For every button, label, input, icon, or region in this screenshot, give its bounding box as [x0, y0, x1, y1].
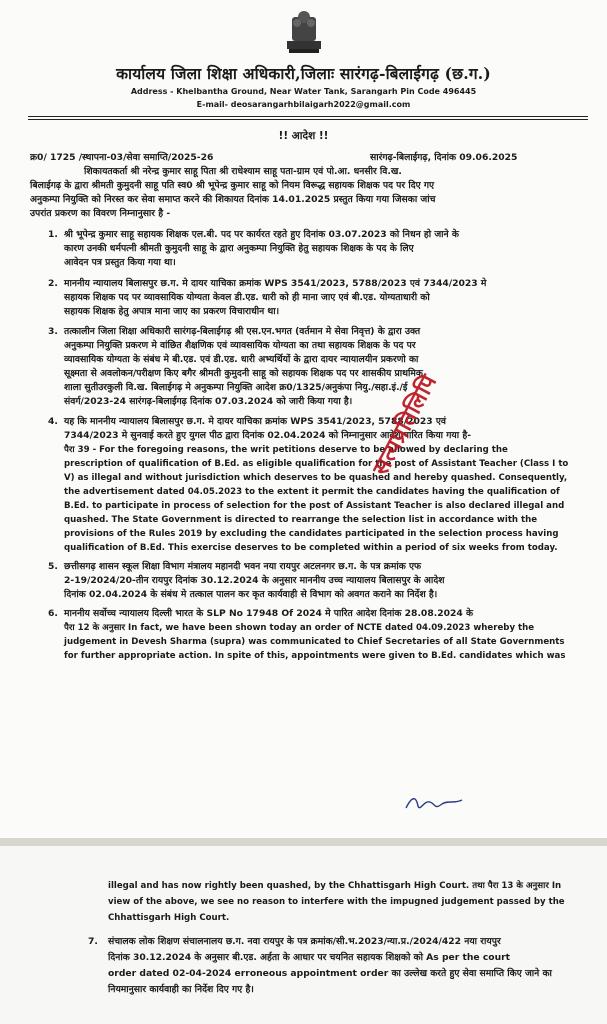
- point-line: 2-19/2024/20-तीन रायपुर दिनांक 30.12.2024 के अनुसार माननीय उच्च न्यायालय बिलासपुर के आदेश: [64, 575, 445, 586]
- point-line: दिनांक 02.04.2024 के संबंध मे तत्काल पालन कर कृत कार्यवाही से विभाग को अवगत कराने का निर्देश है।: [64, 589, 438, 600]
- point-line: कारण उनकी धर्मपत्नी श्रीमती कुमुदनी साहू के द्वारा अनुकम्पा नियुक्ति हेतु सहायक शिक्षक के पद के लिए: [64, 243, 414, 254]
- point-number: 4.: [48, 416, 58, 427]
- point-number: 2.: [48, 278, 58, 289]
- point-line: सूक्ष्मता से अवलोकन/परीक्षण किए बगैर श्रीमती कुमुदनी साहू को सहायक शिक्षक पद पर शासकीय प्राथमिक: [64, 368, 423, 379]
- point-line: नियमानुसार कार्यवाही का निर्देश दिए गए है।: [108, 984, 254, 995]
- order-title: !! आदेश !!: [278, 130, 329, 142]
- point-line: V) as illegal and without jurisdiction which deserves to be quashed and hereby quashed. Consequently,: [64, 473, 568, 483]
- point-line: qualification of B.Ed. This exercise deserves to be completed within a period of six weeks from today.: [64, 543, 558, 553]
- point-line: B.Ed. to participate in process of selection for the post of Assistant Teacher is also declared illegal and: [64, 501, 565, 511]
- reference-number: क्र0/ 1725 /स्थापना-03/सेवा समाप्ति/2025-26: [30, 152, 214, 163]
- point-line: the advertisement dated 04.05.2023 to the extent it permit the candidates having the qualification of: [64, 487, 560, 497]
- point-line: अनुकम्पा नियुक्ति प्रकरण मे वांछित शैक्षणिक एवं व्यावसायिक योग्यता का तथा सहायक शिक्षक के पद पर: [64, 340, 416, 351]
- point-line: माननीय सर्वोच्च न्यायालय दिल्ली भारत के SLP No 17948 Of 2024 मे पारित आदेश दिनांक 28.08.2024 के: [64, 608, 474, 619]
- point-line: provisions of the Rules 2019 by excluding the candidates participated in the selection process having: [64, 529, 559, 539]
- office-title: कार्यालय जिला शिक्षा अधिकारी,जिलाः सारंगढ़-बिलाईगढ़ (छ.ग.): [116, 64, 491, 83]
- header-divider-2: [28, 119, 588, 120]
- office-email: E-mail- deosarangarhbilaigarh2022@gmail.com: [196, 100, 411, 109]
- point-number: 7.: [88, 936, 98, 947]
- point-line: 7344/2023 मे सुनवाई करते हुए युगल पीठ द्वारा दिनांक 02.04.2024 को निम्नानुसार आदेश पारित किया गया है-: [64, 430, 472, 441]
- point-line: व्यावसायिक योग्यता के संबंध मे बी.एड. एवं डी.एड. धारी अभ्यर्थियों के द्वारा दायर न्यायालयीन प्रकरणो का: [64, 354, 419, 365]
- continuation-line: view of the above, we see no reason to interfere with the impugned judgement passed by the: [108, 897, 565, 907]
- point-line: for further appropriate action. In spite of this, appointments were given to B.Ed. candidates which was: [64, 651, 566, 661]
- point-line: तत्कालीन जिला शिक्षा अधिकारी सारंगढ़-बिलाईगढ़ श्री एस.एन.भगत (वर्तमान मे सेवा निवृत्त) के द्वारा उक्त: [64, 326, 421, 337]
- point-line: श्री भूपेन्द्र कुमार साहू सहायक शिक्षक एल.बी. पद पर कार्यरत रहते हुए दिनांक 03.07.2023 को निधन हो जाने के: [64, 229, 459, 240]
- place-date: सारंगढ़-बिलाईगढ़, दिनांक 09.06.2025: [370, 152, 518, 163]
- intro-line: शिकायतकर्ता श्री नरेन्द्र कुमार साहू पिता श्री राधेश्याम साहू पता-ग्राम एवं पो.आ. धनसीर वि.ख.: [84, 166, 402, 177]
- point-line: माननीय न्यायालय बिलासपुर छ.ग. मे दायर याचिका क्रमांक WPS 3541/2023, 5788/2023 एवं 7344/2023 मे: [64, 278, 487, 289]
- document-page-2: [0, 846, 607, 1024]
- point-line: शाला सुतीउरकुली वि.ख. बिलाईगढ़ मे अनुकम्पा नियुक्ति आदेश क्र0/1325/अनुकंपा नियु./सहा.इं./ई: [64, 382, 408, 393]
- state-emblem-icon: [283, 9, 325, 55]
- point-line: सहायक शिक्षक हेतु अपात्र माना जाए का प्रकरण विचाराधीन था।: [64, 306, 280, 317]
- point-line: आवेदन पत्र प्रस्तुत किया गया था।: [64, 257, 176, 268]
- point-line: सहायक शिक्षक पद पर व्यावसायिक योग्यता केवल डी.एड. धारी को ही माना जाए एवं बी.एड. योग्यताधारी को: [64, 292, 430, 303]
- point-line: दिनांक 30.12.2024 के अनुसार बी.एड. अर्हता के आधार पर चयनित सहायक शिक्षको को As per the court: [108, 952, 511, 963]
- point-number: 3.: [48, 326, 58, 337]
- point-line: quashed. The State Government is directed to rearrange the selection list in accordance with the: [64, 515, 538, 525]
- point-number: 1.: [48, 229, 58, 240]
- point-line: judgement in Devesh Sharma (supra) was communicated to Chief Secretaries of all State Governments: [64, 637, 565, 647]
- intro-line: अनुकम्पा नियुक्ति को निरस्त कर सेवा समाप्त करने की शिकायत दिनांक 14.01.2025 प्रस्तुत किया गया जिसका जांच: [30, 194, 436, 205]
- point-line: पैरा 12 के अनुसार In fact, we have been shown today an order of NCTE dated 04.09.2023 whereby the: [64, 623, 535, 633]
- intro-line: बिलाईगढ़ के द्वारा श्रीमती कुमुदनी साहू पति स्व0 श्री भूपेन्द्र कुमार साहू को नियम विरूद्ध सहायक शिक्षक पद पर दिए गए: [30, 180, 435, 191]
- header-divider: [28, 116, 588, 117]
- point-number: 5.: [48, 561, 58, 572]
- point-line: संवर्ग/2023-24 सारंगढ़-बिलाईगढ़ दिनांक 07.03.2024 को जारी किया गया है।: [64, 396, 353, 407]
- continuation-line: Chhattisgarh High Court.: [108, 913, 230, 923]
- attested-copy-stamp: सत्यप्रतिलिपि: [367, 369, 443, 480]
- intro-line: उपरांत प्रकरण का विवरण निम्नानुसार है -: [30, 208, 171, 219]
- point-line: order dated 02-04-2024 erroneous appointment order का उल्लेख करते हुए सेवा समाप्ति किए जाने का: [108, 968, 552, 979]
- point-line: संचालक लोक शिक्षण संचालनालय छ.ग. नवा रायपुर के पत्र क्रमांक/सी.भ.2023/न्या.प्र./2024/422 नया रायपुर: [108, 936, 501, 947]
- point-number: 6.: [48, 608, 58, 619]
- office-address: Address - Khelbantha Ground, Near Water Tank, Sarangarh Pin Code 496445: [130, 87, 477, 96]
- point-line: यह कि माननीय न्यायालय बिलासपुर छ.ग. मे दायर याचिका क्रमांक WPS 3541/2023, 5788/2023 एवं: [64, 416, 447, 427]
- point-line: prescription of qualification of B.Ed. as eligible qualification for the post of Assistant Teacher (Class I to: [64, 459, 569, 469]
- point-line: छत्तीसगढ़ शासन स्कूल शिक्षा विभाग मंत्रालय महानदी भवन नया रायपुर अटलनगर छ.ग. के पत्र क्रमांक एफ: [64, 561, 422, 572]
- point-line: पैरा 39 - For the foregoing reasons, the writ petitions deserve to be allowed by declaring the: [64, 445, 508, 455]
- signature-mark: [400, 790, 470, 816]
- continuation-line: illegal and has now rightly been quashed, by the Chhattisgarh High Court. तथा पैरा 13 के अनुसार In: [108, 881, 562, 891]
- page-gap: [0, 838, 607, 846]
